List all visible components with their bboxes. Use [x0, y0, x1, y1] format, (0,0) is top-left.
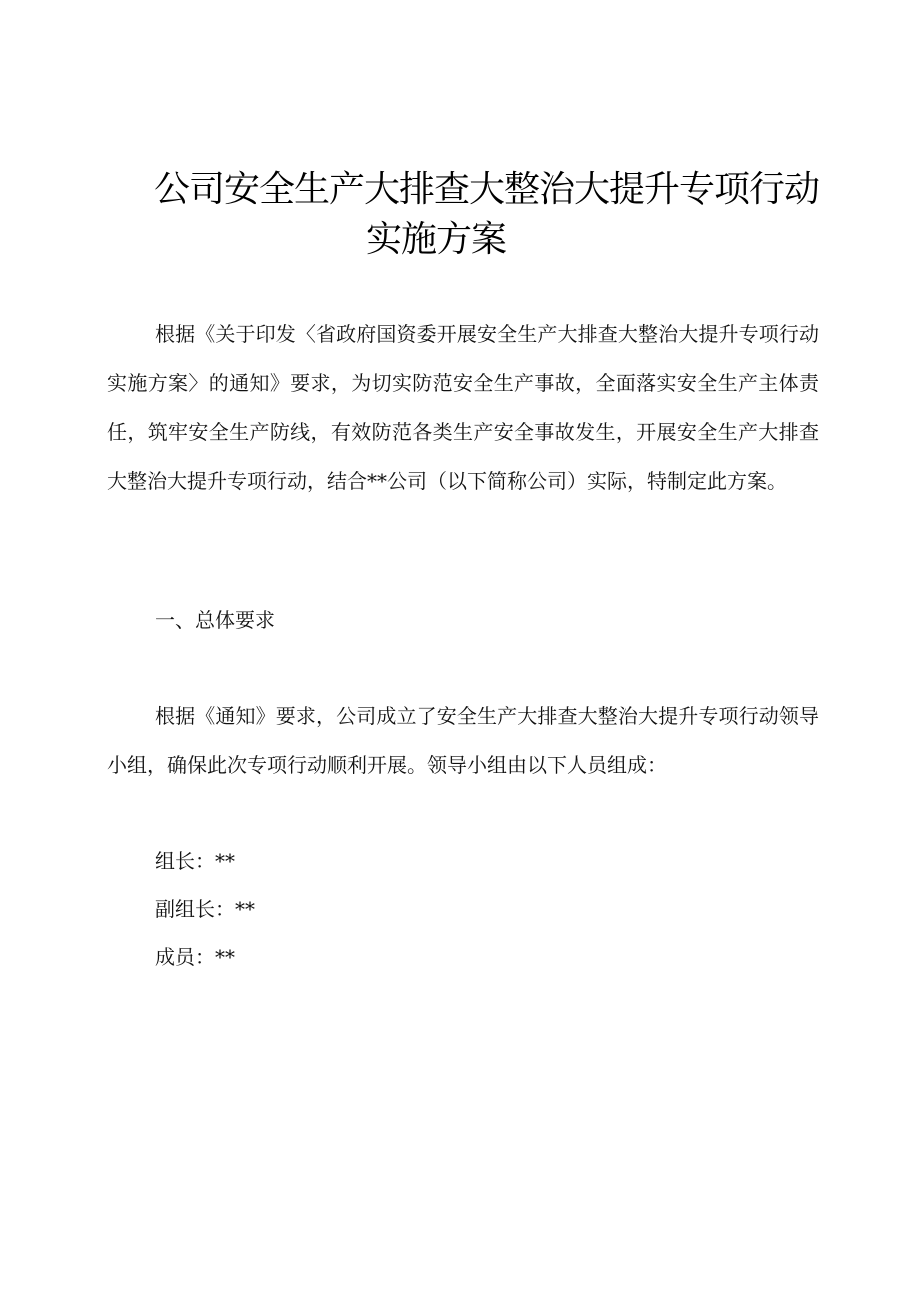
document-title-line-2: 实施方案 — [366, 219, 507, 260]
document-title-line-1: 公司安全生产大排查大整治大提升专项行动 — [154, 169, 820, 210]
member-line-leader: 组长：** — [155, 849, 235, 873]
section-paragraph-leadership-group: 根据《通知》要求，公司成立了安全生产大排查大整治大提升专项行动领导小组，确保此次专项行动顺利开展。领导小组由以下人员组成： — [107, 704, 819, 777]
intro-paragraph: 根据《关于印发〈省政府国资委开展安全生产大排查大整治大提升专项行动实施方案〉的通知》要求，为切实防范安全生产事故，全面落实安全生产主体责任，筑牢安全生产防线，有效防范各类生产安全事故发生，开展安全生产大排查大整治大提升专项行动，结合**公司（以下简称公司）实际，特制定此方案。 — [107, 322, 819, 493]
member-line-deputy-leader: 副组长：** — [155, 897, 255, 921]
section-heading-general-requirements: 一、总体要求 — [155, 608, 275, 632]
member-line-members: 成员：** — [155, 945, 235, 969]
